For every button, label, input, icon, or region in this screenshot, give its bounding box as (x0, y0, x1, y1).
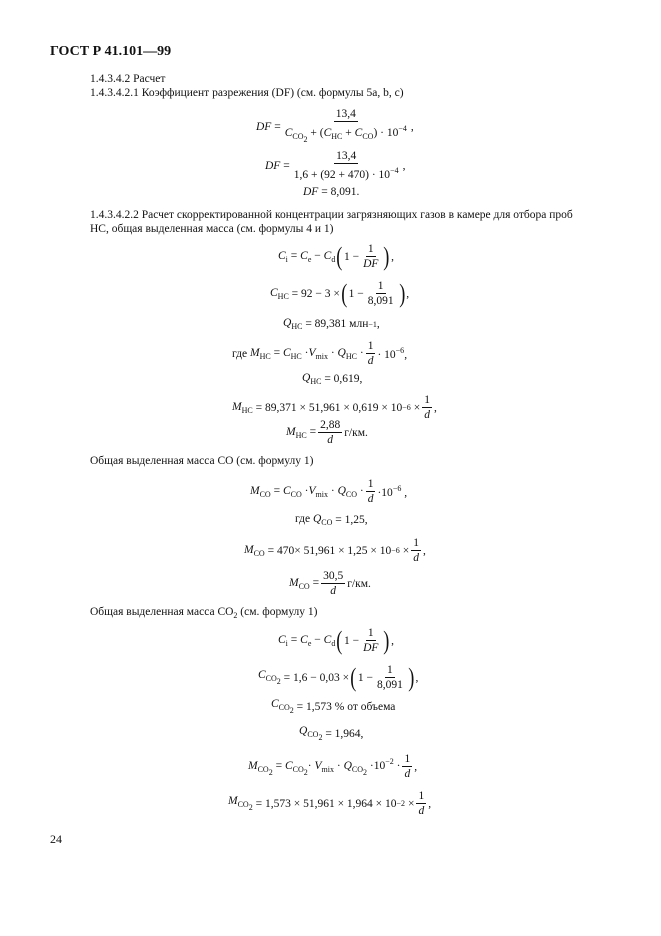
formula-mhc-result: $M_{HC}$ = $\frac{2,88}{d}$ г/км. (286, 419, 368, 446)
page-number: 24 (50, 832, 62, 846)
formula-df-numeric: DF = $\frac{13,4}{1,6 + (92 + 470) \cdot 10^{-4}}$ , (265, 150, 406, 181)
section-text: HC, общая выделенная масса (см. формулы 4 и 1) (90, 223, 334, 235)
formula-df-general: DF = $\frac{13,4}{C_{CO_2} + (C_{HC} + C_{CO}) \cdot 10^{-4}}$ , (256, 108, 414, 144)
section-heading: 1.4.3.4.2.2 Расчет скорректированной концентрации загрязняющих газов в камере для отбора проб (90, 209, 573, 221)
formula-cco2-result: $C_{CO_2}$ = 1,573 % от объема (271, 698, 396, 715)
formula-chc: $C_{HC}$ = 92 − 3 × ( 1 − $\frac{1}{8,091}$ ) , (270, 278, 410, 308)
section-text: Общая выделенная масса CO (см. формулу 1) (90, 455, 314, 467)
formula-qhc-1: $Q_{HC}$ = 89,381 млн −1 , (283, 317, 380, 331)
formula-mco2-numeric: $M_{CO_2}$ = 1,573 × 51,961 × 1,964 × 10 −2 × $\frac{1}{d}$ , (228, 790, 432, 817)
formula-cco2: $C_{CO_2}$ = 1,6 − 0,03 × ( 1 − $\frac{1}{8,091}$ ) , (258, 662, 419, 692)
formula-qco: где $Q_{CO}$ = 1,25, (295, 513, 368, 527)
formula-mco2-general: $M_{CO_2} = C_{CO_2}\cdot V_{mix} \cdot Q_{CO_2} \cdot 10^{-2}$ · $\frac{1}{d}$ , (248, 753, 418, 780)
document-header: ГОСТ Р 41.101—99 (50, 44, 172, 59)
section-heading: 1.4.3.4.2 Расчет (90, 73, 166, 85)
formula-qco2: $Q_{CO_2}$ = 1,964, (299, 725, 364, 742)
formula-ci: $C_i = C_e - C_d$ ( 1 − $\frac{1}{DF}$ ) , (278, 241, 394, 271)
section-heading: 1.4.3.4.2.1 Коэффициент разрежения (DF) (см. формулы 5а, b, c) (90, 87, 404, 99)
formula-mco-result: $M_{CO}$ = $\frac{30,5}{d}$ г/км. (289, 570, 371, 597)
formula-ci-co2: $C_i = C_e - C_d$ ( 1 − $\frac{1}{DF}$ ) , (278, 625, 394, 655)
formula-df-result: DF = 8,091. (303, 186, 360, 198)
formula-qhc-2: $Q_{HC}$ = 0,619, (302, 372, 363, 386)
formula-mhc-numeric: $M_{HC}$ = 89,371 × 51,961 × 0,619 × 10 −6 × $\frac{1}{d}$ , (232, 394, 437, 421)
formula-mco-general: $M_{CO} = C_{CO} \cdot V_{mix} \cdot Q_{CO}$ · $\frac{1}{d}$ $\cdot 10^{-6}$ , (250, 478, 408, 505)
formula-mco-numeric: $M_{CO}$ = 470× 51,961 × 1,25 × 10 −6 × $\frac{1}{d}$ , (244, 537, 426, 564)
section-text: Общая выделенная масса $CO_2$ (см. формулу 1) (90, 606, 318, 620)
formula-mhc-general: где $M_{HC} = C_{HC} \cdot V_{mix} \cdot Q_{HC}$ · $\frac{1}{d}$ · $10^{-6}$, (232, 340, 408, 367)
